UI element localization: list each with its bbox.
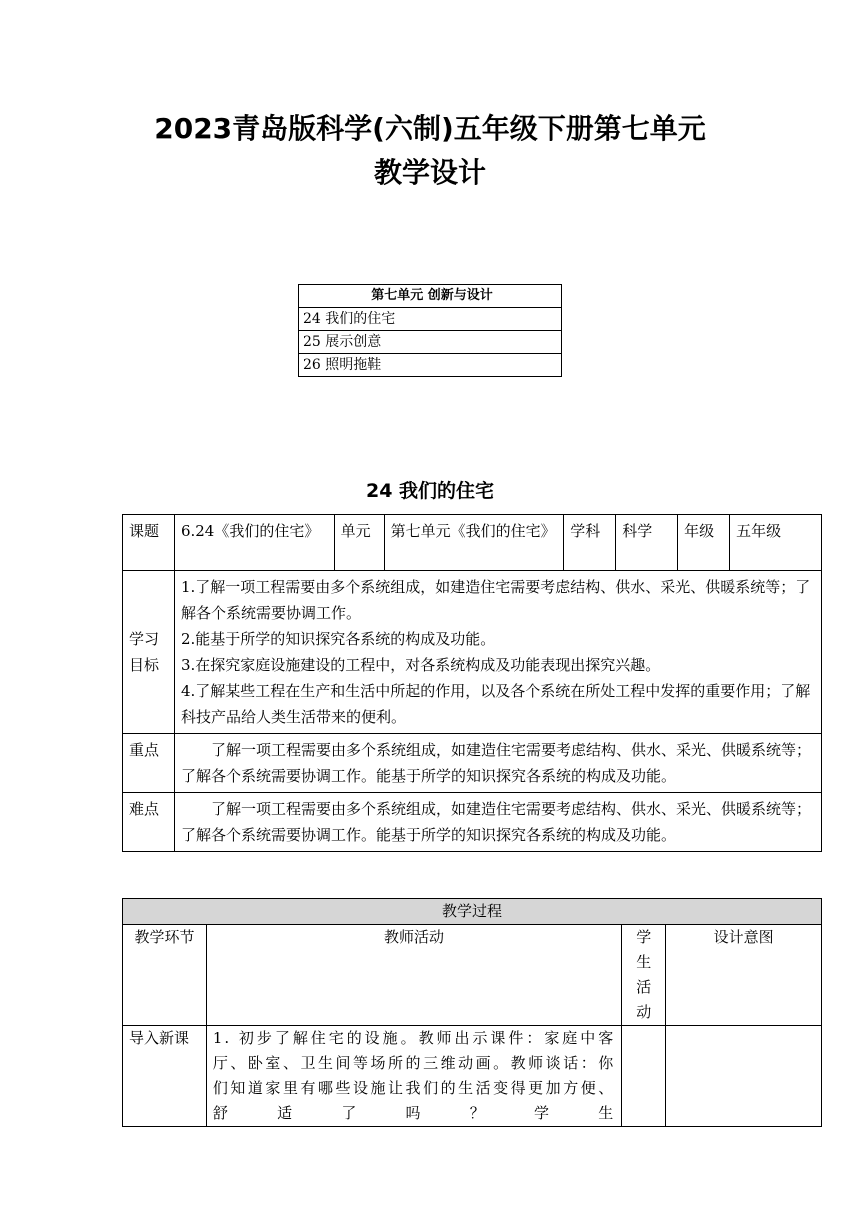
teaching-process-table — [122, 898, 822, 1127]
goals-label-line1: 学习 — [129, 630, 160, 648]
key-point-text: 了解一项工程需要由多个系统组成，如建造住宅需要考虑结构、供水、采光、供暖系统等；了解各个系统需要协调工作。能基于所学的知识探究各系统的构成及功能。 — [180, 741, 811, 785]
goal-item: 2.能基于所学的知识探究各系统的构成及功能。 — [180, 630, 496, 648]
difficulty-label: 难点 — [123, 793, 175, 852]
goal-item: 4.了解某些工程在生产和生活中所起的作用，以及各个系统在所处工程中发挥的重要作用；了解科技产品给人类生活带来的便利。 — [180, 682, 811, 726]
lesson-title: 24 我们的住宅 — [365, 480, 495, 502]
unit-item: 24 我们的住宅 — [299, 308, 562, 331]
col-student-char: 生 — [636, 953, 652, 971]
key-point-label: 重点 — [123, 734, 175, 793]
document-title: 2023青岛版科学(六制)五年级下册第七单元 — [154, 112, 706, 145]
col-student-char: 活 — [636, 978, 652, 996]
key-point-content — [174, 734, 821, 793]
col-student-char: 动 — [636, 1003, 652, 1021]
row-stage: 导入新课 — [123, 1026, 207, 1127]
goal-item: 3.在探究家庭设施建设的工程中，对各系统构成及功能表现出探究兴趣。 — [180, 656, 661, 674]
unit-item: 25 展示创意 — [299, 331, 562, 354]
goals-label — [123, 571, 175, 734]
unit-label: 单元 — [334, 515, 384, 571]
unit-item: 26 照明拖鞋 — [299, 354, 562, 377]
topic-label: 课题 — [123, 515, 175, 571]
row-teacher-activity: 1. 初步了解住宅的设施。教师出示课件：家庭中客厅、卧室、卫生间等场所的三维动画。教师谈话：你们知道家里有哪些设施让我们的生活变得更加方便、舒适了吗？学生 — [206, 1026, 621, 1127]
col-student-char: 学 — [636, 928, 652, 946]
difficulty-content — [174, 793, 821, 852]
topic-value: 6.24《我们的住宅》 — [174, 515, 334, 571]
col-teacher-header: 教师活动 — [206, 925, 621, 1026]
goal-item: 1.了解一项工程需要由多个系统组成，如建造住宅需要考虑结构、供水、采光、供暖系统等；了解各个系统需要协调工作。 — [180, 578, 811, 622]
difficulty-text: 了解一项工程需要由多个系统组成，如建造住宅需要考虑结构、供水、采光、供暖系统等；了解各个系统需要协调工作。能基于所学的知识探究各系统的构成及功能。 — [180, 800, 811, 844]
goals-content — [174, 571, 821, 734]
col-student-header — [622, 925, 666, 1026]
row-student-activity — [622, 1026, 666, 1127]
goals-label-line2: 目标 — [129, 656, 160, 674]
row-intent — [666, 1026, 822, 1127]
col-intent-header: 设计意图 — [666, 925, 822, 1026]
unit-table — [298, 284, 562, 377]
grade-value: 五年级 — [730, 515, 822, 571]
unit-value: 第七单元《我们的住宅》 — [384, 515, 564, 571]
lesson-info-table — [122, 514, 822, 852]
unit-table-header: 第七单元 创新与设计 — [299, 285, 562, 308]
col-stage-header: 教学环节 — [123, 925, 207, 1026]
process-band: 教学过程 — [123, 899, 822, 925]
subject-value: 科学 — [616, 515, 678, 571]
subject-label: 学科 — [564, 515, 616, 571]
grade-label: 年级 — [678, 515, 730, 571]
document-subtitle: 教学设计 — [373, 156, 486, 189]
